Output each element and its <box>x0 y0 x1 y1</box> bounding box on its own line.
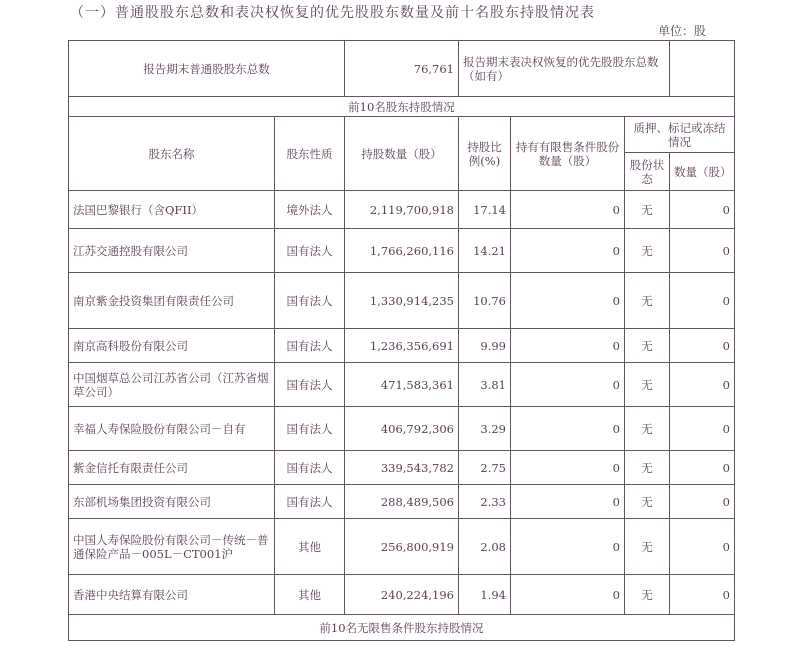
shareholder-ratio: 17.14 <box>459 191 511 229</box>
table-row <box>69 451 735 485</box>
shareholder-ratio: 9.99 <box>459 329 511 363</box>
shareholder-nature: 国有法人 <box>275 451 345 485</box>
table-row <box>69 575 735 615</box>
shareholder-restricted: 0 <box>511 363 625 407</box>
shareholder-nature: 境外法人 <box>275 191 345 229</box>
shareholder-nature: 其他 <box>275 575 345 615</box>
shareholder-ratio: 10.76 <box>459 273 511 329</box>
shareholder-name: 幸福人寿保险股份有限公司－自有 <box>69 407 275 451</box>
shareholder-shares: 1,766,260,116 <box>345 229 459 273</box>
shareholder-name: 香港中央结算有限公司 <box>69 575 275 615</box>
shareholder-ratio: 3.29 <box>459 407 511 451</box>
shareholder-ratio: 14.21 <box>459 229 511 273</box>
shareholder-name: 中国烟草总公司江苏省公司（江苏省烟草公司） <box>69 363 275 407</box>
shareholder-shares: 339,543,782 <box>345 451 459 485</box>
pledge-status: 无 <box>625 273 670 329</box>
shareholder-name: 南京紫金投资集团有限责任公司 <box>69 273 275 329</box>
shareholder-shares: 2,119,700,918 <box>345 191 459 229</box>
shareholder-shares: 288,489,506 <box>345 485 459 519</box>
table-row <box>69 485 735 519</box>
shareholder-restricted: 0 <box>511 191 625 229</box>
shareholder-ratio: 3.81 <box>459 363 511 407</box>
shareholder-shares: 240,224,196 <box>345 575 459 615</box>
pledge-status: 无 <box>625 519 670 575</box>
pledge-qty: 0 <box>670 575 735 615</box>
shareholder-ratio: 2.08 <box>459 519 511 575</box>
table-row <box>69 229 735 273</box>
shareholder-nature: 国有法人 <box>275 363 345 407</box>
unit-label: 单位：股 <box>657 24 706 38</box>
header-nature: 股东性质 <box>275 117 345 191</box>
summary-row <box>69 41 735 97</box>
header-pledge-status: 股份状态 <box>625 153 670 191</box>
shareholder-restricted: 0 <box>511 519 625 575</box>
pledge-qty: 0 <box>670 519 735 575</box>
shareholder-name: 法国巴黎银行（含QFII） <box>69 191 275 229</box>
shareholder-nature: 国有法人 <box>275 229 345 273</box>
shareholder-name: 紫金信托有限责任公司 <box>69 451 275 485</box>
pledge-status: 无 <box>625 485 670 519</box>
pref-holders-label: 报告期末表决权恢复的优先股股东总数（如有） <box>459 41 670 97</box>
shareholder-name: 中国人寿保险股份有限公司－传统－普通保险产品－005L－CT001沪 <box>69 519 275 575</box>
pledge-qty: 0 <box>670 451 735 485</box>
shareholder-ratio: 2.33 <box>459 485 511 519</box>
pledge-status: 无 <box>625 229 670 273</box>
header-pledge-group: 质押、标记或冻结情况 <box>625 117 735 153</box>
table-row <box>69 407 735 451</box>
pledge-qty: 0 <box>670 329 735 363</box>
pledge-status: 无 <box>625 575 670 615</box>
shareholder-shares: 1,330,914,235 <box>345 273 459 329</box>
shareholder-restricted: 0 <box>511 451 625 485</box>
table-row <box>69 273 735 329</box>
shareholder-nature: 国有法人 <box>275 407 345 451</box>
shareholder-restricted: 0 <box>511 229 625 273</box>
pledge-qty: 0 <box>670 273 735 329</box>
shareholder-name: 江苏交通控股有限公司 <box>69 229 275 273</box>
shareholder-restricted: 0 <box>511 407 625 451</box>
shareholder-shares: 406,792,306 <box>345 407 459 451</box>
header-row-1 <box>69 117 735 153</box>
top10-section-title: 前10名股东持股情况 <box>69 97 735 117</box>
shareholder-restricted: 0 <box>511 575 625 615</box>
pledge-status: 无 <box>625 451 670 485</box>
pledge-qty: 0 <box>670 407 735 451</box>
pledge-qty: 0 <box>670 229 735 273</box>
shareholder-nature: 国有法人 <box>275 329 345 363</box>
shareholder-name: 南京高科股份有限公司 <box>69 329 275 363</box>
shareholder-table <box>68 40 735 641</box>
pledge-qty: 0 <box>670 485 735 519</box>
pledge-qty: 0 <box>670 191 735 229</box>
shareholder-restricted: 0 <box>511 329 625 363</box>
bottom-section-title: 前10名无限售条件股东持股情况 <box>69 615 735 641</box>
common-holders-value: 76,761 <box>345 41 459 97</box>
table-row <box>69 191 735 229</box>
pledge-status: 无 <box>625 363 670 407</box>
pledge-qty: 0 <box>670 363 735 407</box>
bottom-section-row <box>69 615 735 641</box>
shareholder-nature: 国有法人 <box>275 273 345 329</box>
pref-holders-value <box>670 41 735 97</box>
shareholder-nature: 国有法人 <box>275 485 345 519</box>
pledge-status: 无 <box>625 191 670 229</box>
shareholder-shares: 471,583,361 <box>345 363 459 407</box>
table-row <box>69 363 735 407</box>
shareholder-name: 东部机场集团投资有限公司 <box>69 485 275 519</box>
header-restricted: 持有有限售条件股份数量（股） <box>511 117 625 191</box>
shareholder-restricted: 0 <box>511 273 625 329</box>
shareholder-restricted: 0 <box>511 485 625 519</box>
table-title: （一）普通股股东总数和表决权恢复的优先股股东数量及前十名股东持股情况表 <box>70 5 595 21</box>
shareholder-ratio: 1.94 <box>459 575 511 615</box>
table-row <box>69 519 735 575</box>
top10-section-row <box>69 97 735 117</box>
header-pledge-qty: 数量（股） <box>670 153 735 191</box>
table-row <box>69 329 735 363</box>
pledge-status: 无 <box>625 407 670 451</box>
pledge-status: 无 <box>625 329 670 363</box>
header-shares: 持股数量（股） <box>345 117 459 191</box>
shareholder-shares: 1,236,356,691 <box>345 329 459 363</box>
common-holders-label: 报告期末普通股股东总数 <box>69 41 345 97</box>
header-ratio: 持股比例(%) <box>459 117 511 191</box>
shareholder-ratio: 2.75 <box>459 451 511 485</box>
shareholder-nature: 其他 <box>275 519 345 575</box>
shareholder-shares: 256,800,919 <box>345 519 459 575</box>
header-name: 股东名称 <box>69 117 275 191</box>
